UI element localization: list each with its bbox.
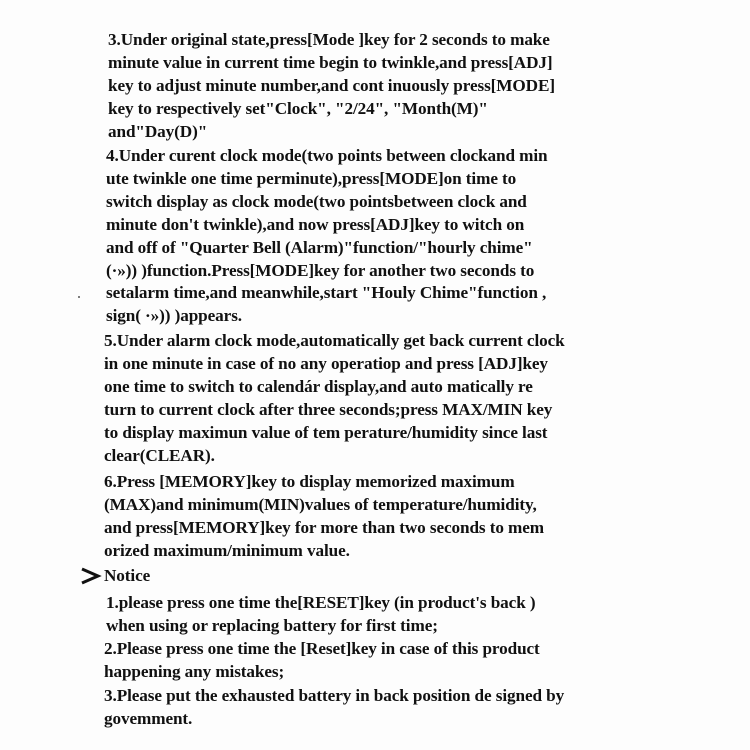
instruction-5-line-5: to display maximun value of tem perature/humidity since last [104, 422, 548, 442]
scan-speck [78, 296, 80, 298]
instruction-4-line-7: setalarm time,and meanwhile,start "Houly Chime"function , [106, 283, 547, 303]
instruction-3-line-5: and"Day(D)" [108, 121, 208, 141]
instruction-5-line-4: turn to current clock after three seconds;press MAX/MIN key [104, 399, 553, 419]
instruction-4-line-3: switch display as clock mode(two pointsbetween clock and [106, 191, 527, 211]
instruction-5-line-3: one time to switch to calendár display,and auto matically re [104, 376, 533, 396]
notice-item-2-line-2: happening any mistakes; [104, 661, 285, 681]
notice-item-3-line-1: 3.Please put the exhausted battery in back position de signed by [104, 686, 565, 705]
instruction-3-line-1: 3.Under original state,press[Mode ]key for 2 seconds to make [108, 30, 550, 49]
notice-item-1-line-1: 1.please press one time the[RESET]key (in product's back ) [106, 593, 536, 612]
notice-title: Notice [104, 566, 151, 585]
instruction-3-line-3: key to adjust minute number,and cont inuously press[MODE] [108, 75, 555, 95]
notice-item-3-line-2: govemment. [104, 708, 193, 728]
instruction-4-line-8: sign( ·»)) )appears. [106, 306, 242, 326]
notice-heading [80, 565, 150, 588]
instruction-4-line-1: 4.Under curent clock mode(two points between clockand min [106, 146, 548, 165]
arrow-icon [80, 567, 102, 585]
instruction-4-line-6: (·»)) )function.Press[MODE]key for another two seconds to [106, 260, 535, 280]
instruction-6-line-2: (MAX)and minimum(MIN)values of temperature/humidity, [104, 494, 537, 514]
notice-item-2 [104, 638, 684, 684]
instruction-5-line-2: in one minute in case of no any operatiop and press [ADJ]key [104, 353, 548, 373]
instruction-4-line-4: minute don't twinkle),and now press[ADJ]key to witch on [106, 214, 525, 234]
instruction-4 [106, 145, 686, 328]
notice-item-1 [106, 592, 686, 638]
instruction-3-line-4: key to respectively set"Clock", "2/24", "Month(M)" [108, 98, 488, 118]
notice-item-2-line-1: 2.Please press one time the [Reset]key in case of this product [104, 639, 540, 658]
instruction-5-line-6: clear(CLEAR). [104, 445, 215, 465]
notice-item-3 [104, 685, 684, 731]
instruction-5 [104, 330, 684, 467]
notice-item-1-line-2: when using or replacing battery for first time; [106, 615, 438, 635]
instruction-3-line-2: minute value in current time begin to twinkle,and press[ADJ] [108, 52, 553, 72]
instruction-6-line-1: 6.Press [MEMORY]key to display memorized maximum [104, 472, 515, 491]
instruction-3 [108, 29, 688, 144]
instruction-6-line-4: orized maximum/minimum value. [104, 540, 350, 560]
instruction-4-line-5: and off of "Quarter Bell (Alarm)"function/"hourly chime" [106, 237, 533, 257]
instruction-5-line-1: 5.Under alarm clock mode,automatically get back current clock [104, 331, 565, 350]
instruction-6-line-3: and press[MEMORY]key for more than two seconds to mem [104, 517, 544, 537]
instruction-4-line-2: ute twinkle one time perminute),press[MODE]on time to [106, 168, 517, 188]
instruction-6 [104, 471, 684, 563]
